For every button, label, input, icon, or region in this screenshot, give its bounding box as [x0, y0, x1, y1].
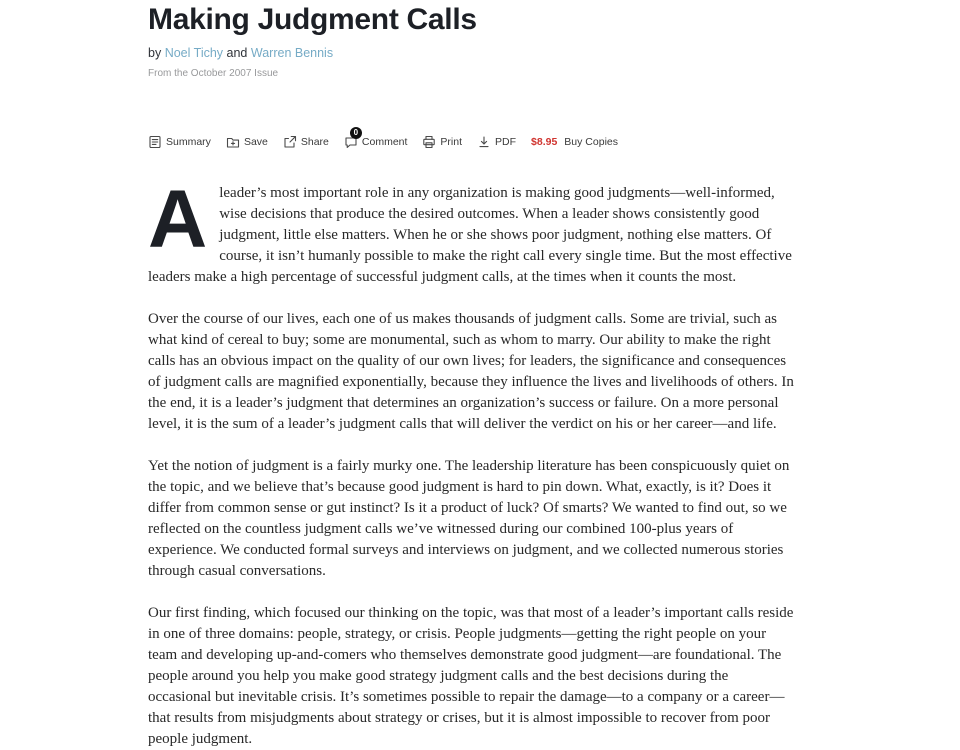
pdf-label: PDF: [495, 136, 517, 148]
comment-icon-wrap: [344, 128, 359, 149]
paragraph-3: Yet the notion of judgment is a fairly murky one. The leadership literature has been conspicuously quiet on the topic, and we believe that’s because good judgment is hard to pin down. What, exactly, is it? Does it differ from common sense or gut instinct? Is it a product of luck? Of smarts? We wanted to find out, so we reflected on the countless judgment calls we’ve witnessed during our combined 100-plus years of experience. We conducted formal surveys and interviews on judgment, and we collected numerous stories through casual conversations.: [148, 458, 790, 579]
summary-label: Summary: [166, 136, 211, 148]
print-label: Print: [440, 136, 463, 148]
author-link-noel-tichy[interactable]: Noel Tichy: [164, 46, 224, 60]
summary-button[interactable]: [148, 134, 211, 150]
save-button[interactable]: [226, 134, 268, 150]
article-body: [148, 174, 794, 750]
save-icon: [226, 135, 240, 149]
article-header: [148, 3, 794, 79]
comment-button[interactable]: [344, 128, 408, 150]
share-button[interactable]: [283, 134, 329, 150]
comment-label: Comment: [361, 136, 408, 148]
article-toolbar: [148, 128, 794, 150]
dropcap: A: [148, 174, 208, 265]
buy-copies-label: Buy Copies: [564, 136, 618, 148]
paragraph-1: [148, 174, 794, 288]
price-label: $8.95: [531, 136, 558, 148]
author-link-warren-bennis[interactable]: Warren Bennis: [250, 46, 334, 60]
buy-copies-button[interactable]: [531, 134, 618, 150]
print-button[interactable]: [422, 134, 462, 150]
paragraph-1-text: leader’s most important role in any organization is making good judgments—well-informed, wise decisions that produce the desired outcomes. When a leader shows consistently good judgment, little else matters. When he or she shows poor judgment, nothing else matters. Of course, it isn’t humanly possible to make the right call every single time. But the most effective leaders make a high percentage of successful judgment calls, at the times when it counts the most.: [148, 185, 792, 285]
byline: [148, 46, 794, 60]
print-icon: [422, 135, 436, 149]
article-title: Making Judgment Calls: [148, 3, 477, 36]
save-label: Save: [243, 136, 268, 148]
download-pdf-icon: [477, 135, 491, 149]
share-label: Share: [300, 136, 329, 148]
comment-count-badge: 0: [350, 127, 362, 139]
byline-conjunction: and: [226, 46, 248, 60]
issue-label: From the October 2007 Issue: [148, 68, 279, 79]
paragraph-4: Our first finding, which focused our thinking on the topic, was that most of a leader’s important calls reside in one of three domains: people, strategy, or crisis. People judgments—getting the right people on your team and developing up-and-comers who themselves demonstrate good judgment—are foundational. The people around you help you make good strategy judgment calls and the best decisions during the occasional but inevitable crisis. It’s sometimes possible to repair the damage—to a company or a career—that results from misjudgments about strategy or crises, but it is almost impossible to recover from poor people judgment.: [148, 605, 794, 747]
byline-prefix: by: [148, 46, 162, 60]
paragraph-2: Over the course of our lives, each one of us makes thousands of judgment calls. Some are trivial, such as what kind of cereal to buy; some are monumental, such as whom to marry. Our ability to make the right calls has an obvious impact on the quality of our own lives; for leaders, the significance and consequences of judgment calls are magnified exponentially, because they influence the lives and livelihoods of others. In the end, it is a leader’s judgment that determines an organization’s success or failure. On a more personal level, it is the sum of a leader’s judgment calls that will deliver the verdict on his or her career—and life.: [148, 311, 794, 432]
pdf-button[interactable]: [477, 134, 516, 150]
summary-icon: [148, 135, 162, 149]
share-icon: [283, 135, 297, 149]
